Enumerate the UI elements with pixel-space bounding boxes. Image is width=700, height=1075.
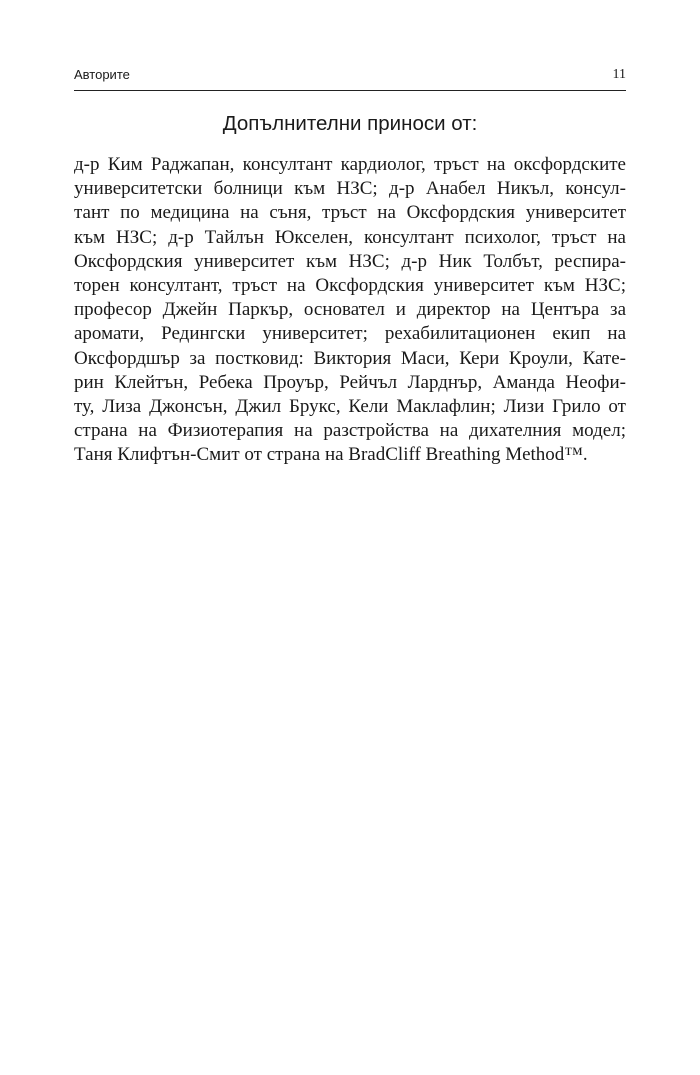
section-heading: Допълнителни приноси от:	[222, 112, 478, 135]
running-head	[74, 64, 626, 86]
running-head-section-title: Авторите	[74, 67, 130, 82]
text-line: ту, Лиза Джонсън, Джил Брукс, Кели Маклафлин; Лизи Грило от	[74, 396, 626, 418]
text-line: торен консултант, тръст на Оксфордския университет към НЗС;	[74, 275, 626, 297]
text-line: тант по медицина на съня, тръст на Оксфордския университет	[74, 202, 626, 224]
header-rule	[74, 90, 626, 91]
text-line: аромати, Редингски университет; рехабилитационен екип на	[74, 323, 626, 345]
text-line: д-р Ким Раджапан, консултант кардиолог, тръст на оксфордските	[74, 154, 626, 175]
text-line: университетски болници към НЗС; д-р Анабел Никъл, консул-	[74, 178, 626, 200]
text-line: към НЗС; д-р Тайлън Юкселен, консултант психолог, тръст на	[74, 226, 626, 248]
text-line: рин Клейтън, Ребека Проуър, Рейчъл Ларднър, Аманда Неофи-	[74, 371, 626, 393]
text-line: Таня Клифтън-Смит от страна на BradCliff Breathing Method™.	[74, 444, 588, 466]
page-number: 11	[612, 67, 626, 82]
contributors-paragraph	[74, 153, 626, 468]
text-line: професор Джейн Паркър, основател и директор на Центъра за	[74, 299, 626, 321]
text-line: страна на Физиотерапия на разстройства на дихателния модел;	[74, 420, 626, 442]
text-line: Оксфордшър за постковид: Виктория Маси, Кери Кроули, Кате-	[74, 347, 626, 369]
text-line: Оксфордския университет към НЗС; д-р Ник Толбът, респира-	[74, 250, 626, 272]
